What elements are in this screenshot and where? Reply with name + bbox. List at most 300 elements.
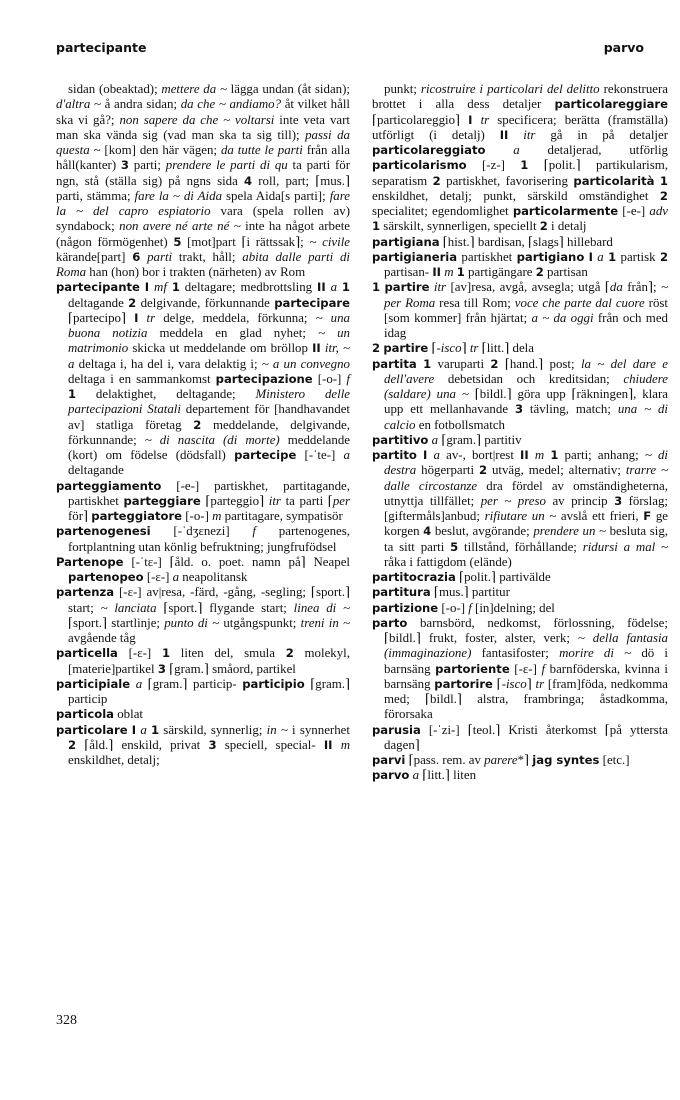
- entry-headword: partenopeo: [68, 570, 144, 584]
- entry-sense-number: 1: [423, 356, 432, 371]
- dictionary-entry: [372, 585, 668, 600]
- entry-sense-number: 1: [608, 249, 617, 264]
- entry-headword: partoriente: [435, 661, 510, 676]
- entry-text: kärande[part]: [56, 249, 133, 264]
- page-number: 328: [56, 1013, 77, 1028]
- entry-italic-text: parere: [484, 753, 518, 767]
- entry-sense-number: I: [588, 249, 593, 264]
- entry-text: ta parti för ngn, stå (ställa sig) på ngns sida: [56, 158, 350, 188]
- entry-text: [-o-]: [182, 509, 213, 523]
- entry-headword: parusia: [372, 722, 421, 737]
- entry-text: deltagande: [68, 463, 124, 478]
- entry-text: speciell, special-: [216, 737, 324, 752]
- entry-italic-text: ~ a un convegno: [261, 356, 350, 371]
- entry-italic-text: m: [340, 737, 351, 752]
- entry-text: punkt;: [384, 82, 421, 96]
- entry-sense-number: 1: [520, 158, 529, 173]
- entry-italic-text: tr: [535, 676, 545, 691]
- dictionary-entry: [372, 280, 668, 341]
- entry-headword: particolareggiare: [554, 97, 668, 112]
- entry-italic-text: da tutte le parti: [220, 143, 303, 157]
- entry-sense-number: 2: [68, 737, 77, 752]
- entry-text: meddela en glad nyhet;: [147, 326, 319, 340]
- entry-text: detaljerad, utförlig: [519, 143, 668, 157]
- dictionary-entry: [372, 433, 668, 448]
- entry-sense-number: 1: [456, 265, 465, 279]
- entry-italic-text: ~ per Roma: [384, 280, 668, 310]
- entry-headword: parvi: [372, 753, 406, 767]
- dictionary-entry: [56, 524, 350, 555]
- entry-text: tävling, match;: [523, 402, 618, 417]
- entry-text: ⌈åld.⌉ enskild, privat: [76, 737, 209, 752]
- entry-sense-number: 1: [161, 646, 171, 661]
- entry-text: partenogenes, fortplantning utan könlig befruktning; jungfrufödsel: [68, 524, 351, 554]
- entry-sense-number: 2: [128, 295, 137, 310]
- entry-text: för⌉: [68, 509, 92, 523]
- entry-text: förslag; [giftermåls]anbud;: [384, 493, 668, 523]
- entry-text: fantasifoster;: [471, 646, 560, 661]
- entry-sense-number: 1: [68, 387, 77, 401]
- entry-text: åt vilket håll ska vi gå?;: [56, 97, 351, 127]
- entry-headword: particolare: [56, 722, 128, 737]
- entry-italic-text: ~ di nascita (di morte): [144, 432, 280, 447]
- entry-sense-number: 1: [171, 280, 180, 295]
- entry-text: partiskhet, favorisering: [440, 173, 574, 188]
- entry-text: i detalj: [547, 219, 587, 234]
- entry-headword: partecipe: [234, 448, 297, 462]
- entry-text: en fotbollsmatch: [415, 417, 505, 432]
- entry-text: ⌈sport.⌉ flygande start;: [156, 600, 294, 615]
- entry-text: dö i barnsäng: [384, 646, 668, 676]
- entry-sense-number: 4: [423, 524, 432, 539]
- entry-text: han (hon) bor i trakten (närheten) av Rom: [86, 265, 306, 279]
- entry-sense-number: 2: [193, 417, 202, 432]
- entry-text: deltagare; medbrottsling: [179, 280, 318, 295]
- entry-text: barnföderska, kvinna i barnsäng: [384, 661, 668, 691]
- dictionary-entry: [372, 82, 668, 235]
- entry-text: av-, bort|rest: [439, 448, 521, 462]
- dictionary-entry: [372, 357, 668, 433]
- entry-text: [-ɛ-]: [143, 570, 173, 584]
- entry-sense-number: 3: [614, 493, 623, 508]
- entry-sense-number: II: [323, 737, 333, 752]
- dictionary-entry: [56, 280, 350, 478]
- entry-sense-number: II: [499, 127, 509, 142]
- entry-headword: partitura: [372, 585, 431, 600]
- entry-text: partitagare, sympatisör: [221, 509, 343, 523]
- dictionary-entry: [56, 707, 350, 722]
- entry-text: delgivande, förkunnande: [136, 295, 275, 310]
- entry-text: gå in på detaljer: [535, 127, 668, 142]
- entry-text: barnsbörd, nedkomst, förlossning, födelse; ⌈bildl.⌉ frukt, foster, alster, verk;: [384, 615, 668, 645]
- entry-text: ⌈bildl.⌉ göra upp ⌈räkningen⌉, klara upp ett mellanhavande: [384, 387, 668, 417]
- entry-headword: partire: [383, 341, 429, 356]
- entry-headword: particella: [56, 646, 118, 661]
- entry-headword: partita: [372, 356, 417, 371]
- entry-sense-number: 3: [120, 158, 129, 173]
- entry-italic-text: a: [343, 448, 350, 462]
- entry-text: parti;: [128, 158, 166, 173]
- entry-headword: partigianeria: [372, 249, 458, 264]
- entry-sense-number: 3: [514, 402, 524, 417]
- entry-italic-text: linea di ~: [293, 600, 350, 615]
- entry-italic-text: a: [330, 280, 338, 295]
- entry-italic-text: a: [412, 768, 420, 783]
- entry-text: sidan (obeaktad);: [68, 82, 162, 96]
- entry-italic-text: a: [513, 143, 520, 157]
- entry-text: roll, part; ⌈mus.⌉ parti, stämma;: [56, 173, 350, 203]
- dictionary-entry: [372, 753, 668, 768]
- entry-text: ⌈litt.⌉ liten: [419, 768, 477, 783]
- entry-text: meddelande, delgivande, förkunnande;: [68, 417, 350, 447]
- entry-italic-text: -isco: [436, 341, 462, 356]
- entry-italic-text: f: [346, 371, 350, 386]
- dictionary-entry: [56, 677, 350, 708]
- dictionary-entry: [56, 82, 350, 280]
- entry-text: ⌈: [428, 341, 437, 356]
- entry-text: oblat: [114, 707, 143, 722]
- entry-italic-text: fare la ~ di Aida: [134, 188, 223, 203]
- entry-sense-number: II: [317, 280, 326, 295]
- entry-sense-number: II: [312, 341, 321, 356]
- entry-headword: particolarmente: [512, 204, 619, 218]
- entry-italic-text: in ~: [266, 722, 288, 737]
- entry-sense-number: 1: [659, 173, 668, 188]
- entry-italic-text: -isco: [501, 676, 527, 691]
- entry-text: delge, meddela, förkunna;: [155, 310, 316, 325]
- entry-sense-number: 1: [372, 280, 381, 295]
- entry-headword: parvo: [372, 768, 410, 783]
- dictionary-entry: [372, 235, 668, 250]
- entry-headword: jag syntes: [532, 753, 600, 767]
- entry-text: ⌉: [526, 676, 536, 691]
- entry-italic-text: per ~ preso: [480, 493, 546, 508]
- entry-sense-number: 2: [432, 173, 441, 188]
- entry-italic-text: parti: [147, 249, 173, 264]
- entry-italic-text: trarre ~ dalle circostanze: [384, 463, 668, 493]
- entry-italic-text: non avere né arte né ~: [119, 219, 241, 234]
- entry-text: departement för [handhavandet av] statliga företag: [68, 402, 351, 432]
- entry-text: [-o-]: [438, 600, 469, 615]
- entry-italic-text: itr: [433, 280, 447, 295]
- entry-text: neapolitansk: [179, 570, 248, 584]
- entry-text: [-z-]: [466, 158, 521, 173]
- entry-text: ⌈polit.⌉ partikularism, separatism: [372, 158, 668, 188]
- entry-text: röst [som kommer] från hjärtat;: [384, 295, 668, 325]
- entry-text: från alla håll(kanter): [56, 143, 350, 173]
- entry-text: ⌈pass. rem. av: [405, 753, 485, 767]
- entry-italic-text: ~ di destra: [384, 448, 668, 478]
- entry-headword: parto: [372, 615, 408, 630]
- entry-sense-number: 1: [372, 219, 381, 234]
- running-head-left: partecipante: [56, 40, 147, 55]
- entry-italic-text: la ~ del dare e dell'avere: [384, 356, 668, 386]
- entry-text: [-ˈzi-] ⌈teol.⌉ Kristi återkomst ⌈på yttersta dagen⌉: [384, 722, 668, 752]
- entry-italic-text: da che ~ andiamo?: [180, 97, 282, 112]
- entry-text: dra fördel av omständigheterna, utnyttja tillfället;: [384, 478, 668, 508]
- entry-italic-text: itr, ~ a: [68, 341, 350, 371]
- entry-italic-text: ~ una buona notizia: [68, 310, 350, 340]
- entry-text: råka i fattigdom (elände): [384, 554, 512, 569]
- dictionary-entry: [56, 646, 350, 677]
- entry-text: [-ɛ-]: [509, 661, 542, 676]
- entry-italic-text: rifiutare un ~: [484, 509, 557, 523]
- entry-text: enskildhet, detalj;: [68, 753, 160, 767]
- entry-text: ⌈hand.⌉ post;: [498, 356, 581, 371]
- entry-italic-text: d'altra ~: [56, 97, 101, 112]
- dictionary-entry: [372, 601, 668, 616]
- entry-text: trakt, håll;: [172, 249, 243, 264]
- entry-sense-number: I: [423, 448, 428, 462]
- entry-text: ⌈mus.⌉ partitur: [430, 585, 510, 600]
- entry-sense-number: 2: [535, 265, 544, 279]
- entry-text: [472, 113, 480, 127]
- entry-italic-text: a: [135, 676, 143, 691]
- entry-sense-number: 2: [490, 356, 499, 371]
- entry-italic-text: tr: [480, 112, 490, 127]
- entry-text: ta parti ⌈: [280, 493, 333, 508]
- entry-text: rekonstruera brottet i alla dess detaljer: [372, 82, 669, 112]
- entry-text: ⌈gram.⌉ particip-: [142, 676, 243, 691]
- entry-headword: participiale: [56, 676, 131, 691]
- entry-headword: partecipazione: [215, 371, 313, 386]
- entry-text: beslut, avgörande;: [431, 524, 534, 539]
- entry-headword: partito: [372, 448, 417, 462]
- entry-italic-text: a: [140, 722, 147, 737]
- entry-text: specificera; berätta (framställa) utförligt (i detalj): [372, 112, 668, 142]
- entry-italic-text: a: [172, 570, 180, 584]
- entry-sense-number: I: [144, 280, 150, 295]
- entry-text: [-e-] partiskhet, partitagande, partiskhet: [68, 478, 350, 508]
- entry-sense-number: 2: [478, 463, 488, 478]
- entry-text: utgångspunkt;: [219, 615, 301, 630]
- entry-headword: partitivo: [372, 432, 429, 447]
- entry-sense-number: 6: [132, 249, 141, 264]
- entry-italic-text: chiudere (saldare) una ~: [384, 371, 668, 401]
- dictionary-entry: [372, 250, 668, 281]
- entry-italic-text: ~ della fantasia (immaginazione): [384, 631, 668, 661]
- entry-text: besluta sig, ta sitt parti: [384, 524, 668, 554]
- entry-italic-text: m: [212, 509, 222, 523]
- entry-italic-text: m: [534, 448, 545, 462]
- entry-headword: partigiana: [372, 234, 440, 249]
- dictionary-entry: [372, 768, 668, 783]
- entry-text: ⌈gram.⌉ particip: [68, 676, 350, 706]
- entry-text: [-ˈte-]: [296, 448, 344, 462]
- entry-text: inte ha något arbete (någon förmögenhet): [56, 219, 350, 249]
- dictionary-entry: [56, 723, 350, 769]
- entry-headword: partitocrazia: [372, 570, 456, 584]
- entry-text: meddelande (kort) om födelse (dödsfall): [68, 432, 351, 462]
- entry-italic-text: a: [597, 249, 604, 264]
- entry-italic-text: prendere un ~: [533, 524, 606, 539]
- entry-text: partigängare: [464, 265, 536, 279]
- entry-italic-text: f: [252, 524, 256, 539]
- entry-italic-text: m: [444, 265, 454, 279]
- entry-italic-text: abita dalle parti di Roma: [56, 249, 350, 279]
- entry-headword: particolarismo: [372, 158, 467, 173]
- running-head-right: parvo: [603, 40, 644, 55]
- entry-italic-text: voce che parte dal cuore: [514, 295, 645, 310]
- entry-sense-number: 2: [285, 646, 294, 661]
- entry-text: [etc.]: [599, 753, 630, 767]
- entry-headword: partenza: [56, 585, 115, 600]
- entry-text: ⌈particolareggio⌉: [372, 112, 469, 127]
- entry-text: i synnerhet: [287, 722, 350, 737]
- entry-sense-number: 5: [450, 539, 459, 554]
- entry-text: ⌈gram.⌉ småord, partikel: [165, 661, 296, 676]
- dictionary-entry: [372, 341, 668, 356]
- entry-headword: particola: [56, 707, 114, 722]
- entry-text: parti; anhang;: [558, 448, 645, 462]
- entry-italic-text: Ministero delle partecipazioni Statali: [68, 387, 350, 417]
- entry-headword: partorire: [434, 676, 493, 691]
- dictionary-entry: [56, 555, 350, 586]
- entry-italic-text: f: [541, 661, 546, 676]
- entry-headword: partecipare: [274, 295, 350, 310]
- entry-headword: parteggiatore: [91, 509, 183, 523]
- entry-italic-text: punto di ~: [164, 615, 220, 630]
- entry-italic-text: passi da questa ~: [56, 127, 350, 157]
- dictionary-entry: [372, 616, 668, 723]
- entry-italic-text: f: [468, 600, 472, 615]
- entry-text: å andra sidan;: [100, 97, 181, 112]
- entry-italic-text: itr: [523, 127, 536, 142]
- entry-text: ⌈hist.⌉ bardisan, ⌈slags⌉ hillebard: [439, 234, 613, 249]
- entry-headword: particolarità: [573, 173, 655, 188]
- entry-sense-number: 3: [157, 661, 166, 676]
- entry-italic-text: tr: [146, 310, 156, 325]
- entry-text: ⌉: [461, 341, 470, 356]
- entry-headword: Partenope: [56, 554, 124, 569]
- entry-italic-text: fare la ~ del capro espiatorio: [56, 188, 350, 218]
- entry-text: [fram]föda, nedkomma med; ⌈bildl.⌉ alstra, frambringa; åstadkomma, förorsaka: [384, 676, 668, 722]
- entry-text: partisan: [543, 265, 588, 279]
- entry-text: liten del, smula: [170, 646, 286, 661]
- entry-italic-text: a: [433, 448, 440, 462]
- entry-text: [-o-]: [312, 371, 347, 386]
- dictionary-entry: [372, 723, 668, 754]
- entry-italic-text: adv: [649, 204, 669, 218]
- entry-text: partiskhet: [457, 249, 517, 264]
- dictionary-entry: [56, 585, 350, 646]
- entry-text: från⌉;: [622, 280, 661, 295]
- entry-sense-number: 2: [372, 341, 381, 356]
- entry-text: [138, 311, 146, 325]
- entry-italic-text: non sapere da che ~ voltarsi: [119, 112, 275, 127]
- entry-italic-text: una ~ di calcio: [384, 402, 668, 432]
- entry-sense-number: II: [432, 265, 441, 279]
- entry-text: [in]delning; del: [471, 600, 555, 615]
- entry-text: av princip: [545, 493, 615, 508]
- entry-italic-text: a: [431, 432, 439, 447]
- entry-italic-text: ridursi a mal ~: [582, 539, 669, 554]
- entry-text: partisan-: [384, 265, 433, 279]
- entry-text: resa till Rom;: [435, 295, 515, 310]
- entry-italic-text: ~ civile: [309, 234, 351, 249]
- entry-sense-number: 1: [151, 722, 160, 737]
- entry-italic-text: treni in ~: [300, 615, 350, 630]
- entry-sense-number: I: [131, 722, 137, 737]
- entry-sense-number: 2: [659, 249, 669, 264]
- entry-text: ⌈partecipo⌉: [68, 310, 135, 325]
- entry-italic-text: ~ lanciata: [100, 600, 157, 615]
- entry-headword: partenogenesi: [56, 524, 151, 539]
- entry-text: inte veta vart man ska vända sig (vad man ska ta sig till);: [56, 112, 350, 142]
- entry-text: ⌈parteggio⌉: [200, 493, 269, 508]
- entry-italic-text: da: [609, 280, 623, 295]
- entry-headword: participio: [242, 676, 305, 691]
- entry-headword: parteggiare: [123, 493, 201, 508]
- entry-italic-text: prendere le parti di qu: [165, 158, 288, 173]
- dictionary-entry: [56, 479, 350, 525]
- entry-text: skicka ut meddelande om bröllop: [128, 341, 313, 356]
- entry-text: särskilt, synnerligen, speciellt: [380, 219, 540, 234]
- entry-text: ⌈sport.⌉ startlinje;: [68, 615, 165, 630]
- entry-sense-number: 1: [341, 280, 350, 295]
- entry-text: [kom] den här vägen;: [100, 143, 221, 157]
- entry-text: ⌈: [492, 676, 502, 691]
- entry-text: [-e-]: [618, 204, 650, 218]
- entry-text: lägga undan (åt sidan);: [226, 82, 350, 96]
- entry-text: särskild, synnerlig;: [159, 722, 267, 737]
- entry-text: avgående tåg: [68, 631, 136, 645]
- entry-sense-number: I: [468, 112, 473, 127]
- entry-text: molekyl, [materie]partikel: [68, 646, 350, 676]
- entry-italic-text: ~ un matrimonio: [68, 326, 351, 356]
- entry-headword: partigiano: [516, 249, 585, 264]
- entry-text: avslå ett frieri,: [556, 509, 644, 523]
- right-column: [372, 82, 668, 784]
- entry-text: [-ɛ-] av|resa, -färd, -gång, -segling; ⌈sport.⌉ start;: [68, 585, 350, 615]
- entry-text: [-ɛ-]: [117, 646, 162, 661]
- entry-text: ⌈polit.⌉ partivälde: [455, 570, 551, 584]
- entry-text: deltagande: [68, 295, 129, 310]
- entry-text: tillstånd, förhållande;: [458, 539, 583, 554]
- entry-italic-text: mettere da ~: [161, 82, 227, 96]
- entry-italic-text: itr: [268, 493, 281, 508]
- entry-sense-number: 4: [243, 173, 253, 188]
- entry-headword: parteggiamento: [56, 478, 162, 493]
- entry-text: partisk: [616, 249, 660, 264]
- entry-text: [508, 128, 523, 142]
- entry-text: delaktighet, deltagande;: [76, 387, 256, 401]
- entry-text: deltaga i en sammankomst: [68, 371, 216, 386]
- dictionary-entry: [372, 448, 668, 570]
- entry-italic-text: morire di ~: [559, 646, 632, 661]
- dictionary-entry: [372, 570, 668, 585]
- entry-text: utväg, medel; alternativ;: [487, 463, 626, 478]
- entry-headword: partire: [384, 280, 430, 295]
- entry-text: ⌈litt.⌉ dela: [478, 341, 534, 356]
- entry-sense-number: II: [520, 448, 529, 462]
- entry-text: [332, 738, 340, 752]
- entry-sense-number: I: [134, 310, 139, 325]
- entry-text: från och med idag: [384, 310, 668, 340]
- entry-sense-number: F: [643, 509, 652, 523]
- entry-italic-text: per: [332, 493, 351, 508]
- entry-text: ge korgen: [384, 509, 668, 539]
- entry-text: enskildhet, detalj; punkt, särskild omständighet: [372, 188, 660, 203]
- entry-sense-number: 2: [659, 188, 668, 203]
- left-column: [56, 82, 350, 768]
- entry-text: [485, 143, 513, 157]
- entry-text: vara (spela rollen av) syndabock;: [56, 204, 350, 234]
- entry-headword: partizione: [372, 600, 439, 615]
- entry-text: deltaga i, ha del i, vara delaktig i;: [74, 356, 262, 371]
- entry-sense-number: 5: [173, 234, 182, 249]
- entry-text: debetsidan och kreditsidan;: [434, 371, 624, 386]
